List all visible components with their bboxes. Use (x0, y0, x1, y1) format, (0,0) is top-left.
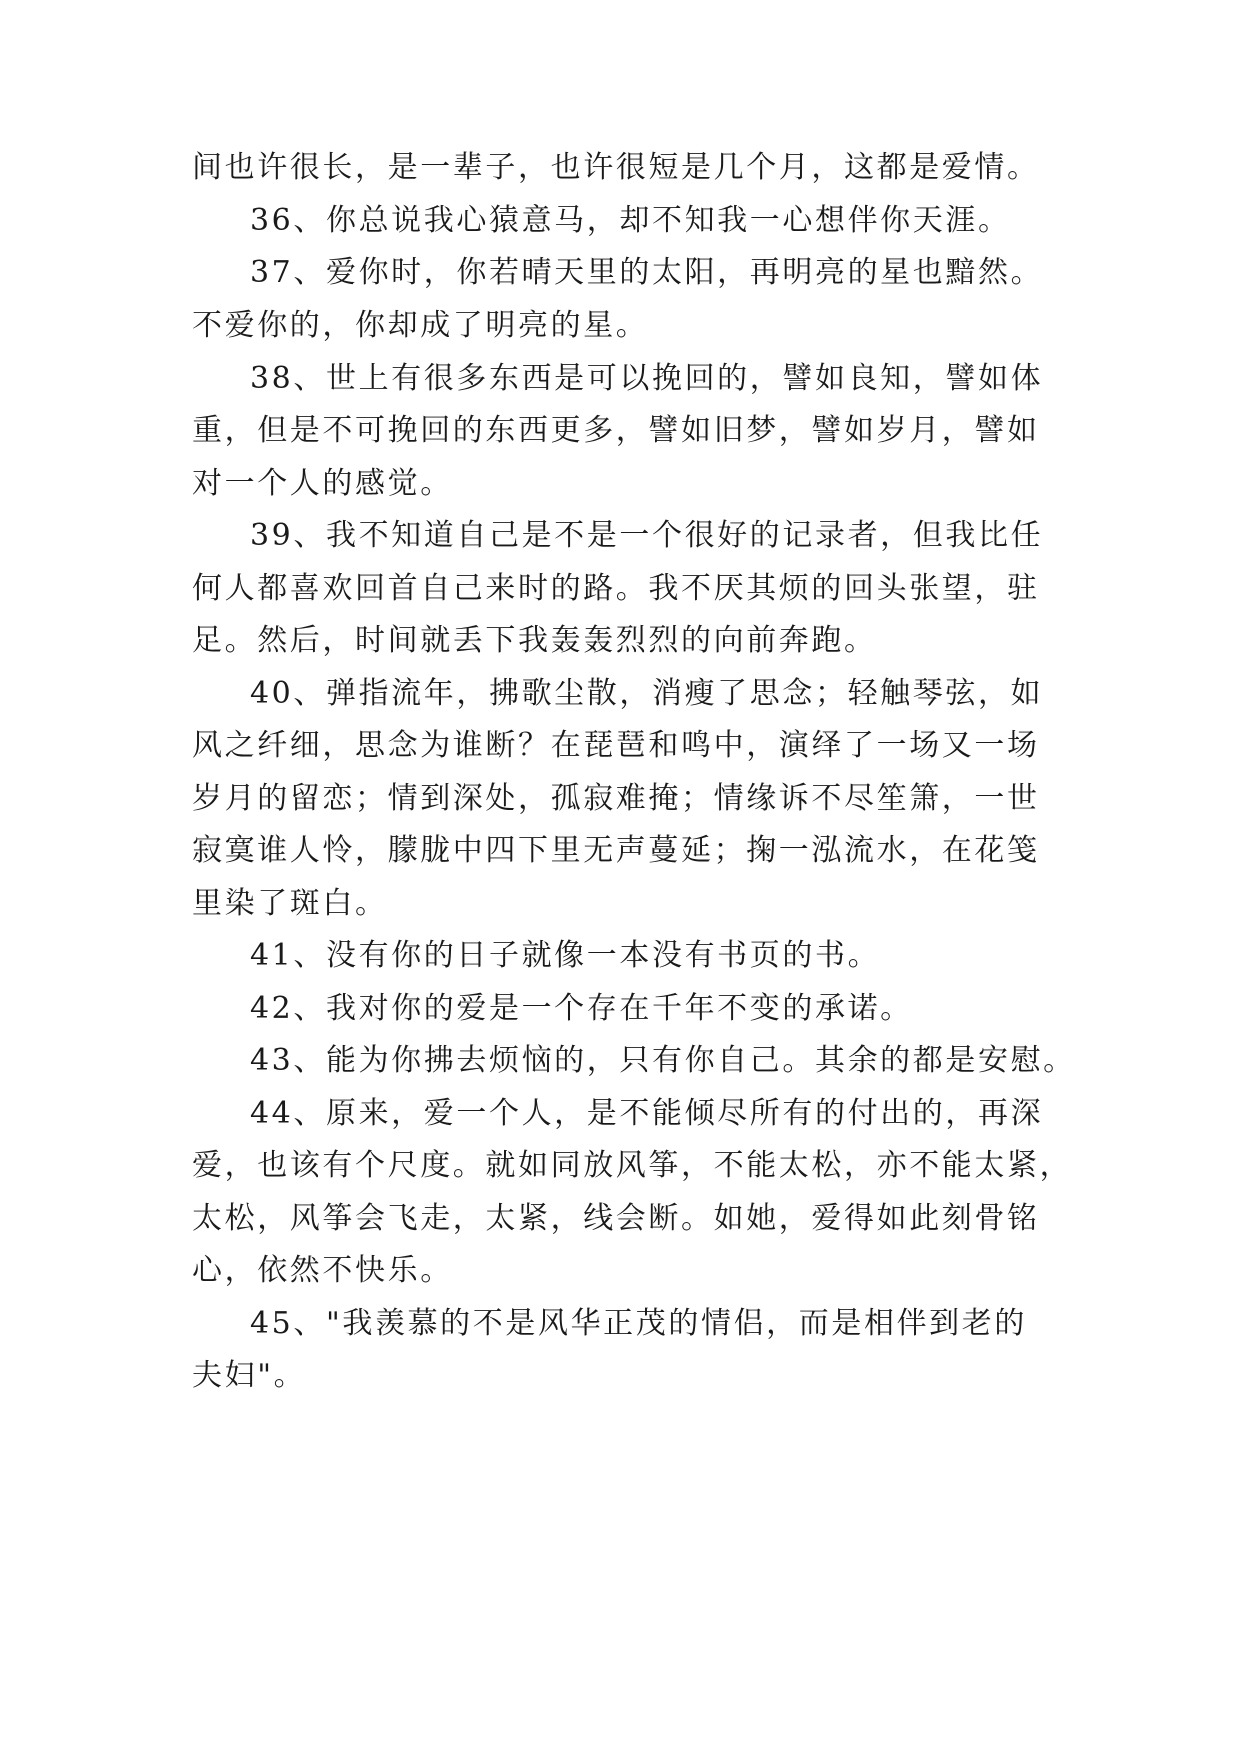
text-line-18: 43、能为你拂去烦恼的，只有你自己。其余的都是安慰。 (250, 1043, 1076, 1078)
text-line-10: 足。然后，时间就丢下我轰轰烈烈的向前奔跑。 (192, 623, 877, 658)
text-line-9: 何人都喜欢回首自己来时的路。我不厌其烦的回头张望，驻 (192, 571, 1040, 606)
text-line-6: 重，但是不可挽回的东西更多，譬如旧梦，譬如岁月，譬如 (192, 413, 1040, 448)
text-line-15: 里染了斑白。 (192, 886, 388, 921)
text-line-22: 心，依然不快乐。 (192, 1253, 453, 1288)
text-line-23: 45、"我羡慕的不是风华正茂的情侣，而是相伴到老的 (250, 1306, 1027, 1341)
text-line-13: 岁月的留恋；情到深处，孤寂难掩；情缘诉不尽笙箫，一世 (192, 781, 1040, 816)
text-line-5: 38、世上有很多东西是可以挽回的，譬如良知，譬如体 (250, 361, 1044, 396)
text-line-2: 36、你总说我心猿意马，却不知我一心想伴你天涯。 (250, 203, 1011, 238)
text-line-7: 对一个人的感觉。 (192, 466, 453, 501)
text-line-8: 39、我不知道自己是不是一个很好的记录者，但我比任 (250, 518, 1044, 553)
text-line-14: 寂寞谁人怜，朦胧中四下里无声蔓延；掬一泓流水，在花笺 (192, 833, 1040, 868)
text-line-21: 太松，风筝会飞走，太紧，线会断。如她，爱得如此刻骨铭 (192, 1201, 1040, 1236)
text-line-3: 37、爱你时，你若晴天里的太阳，再明亮的星也黯然。 (250, 255, 1044, 290)
text-line-20: 爱，也该有个尺度。就如同放风筝，不能太松，亦不能太紧， (192, 1148, 1073, 1183)
text-line-24: 夫妇"。 (192, 1358, 307, 1393)
text-line-12: 风之纤细，思念为谁断？在琵琶和鸣中，演绎了一场又一场 (192, 728, 1040, 763)
text-line-19: 44、原来，爱一个人，是不能倾尽所有的付出的，再深 (250, 1096, 1044, 1131)
text-line-4: 不爱你的，你却成了明亮的星。 (192, 308, 649, 343)
text-line-11: 40、弹指流年，拂歌尘散，消瘦了思念；轻触琴弦，如 (250, 676, 1044, 711)
text-line-1: 间也许很长，是一辈子，也许很短是几个月，这都是爱情。 (192, 150, 1040, 185)
text-line-16: 41、没有你的日子就像一本没有书页的书。 (250, 938, 881, 973)
text-line-17: 42、我对你的爱是一个存在千年不变的承诺。 (250, 991, 913, 1026)
